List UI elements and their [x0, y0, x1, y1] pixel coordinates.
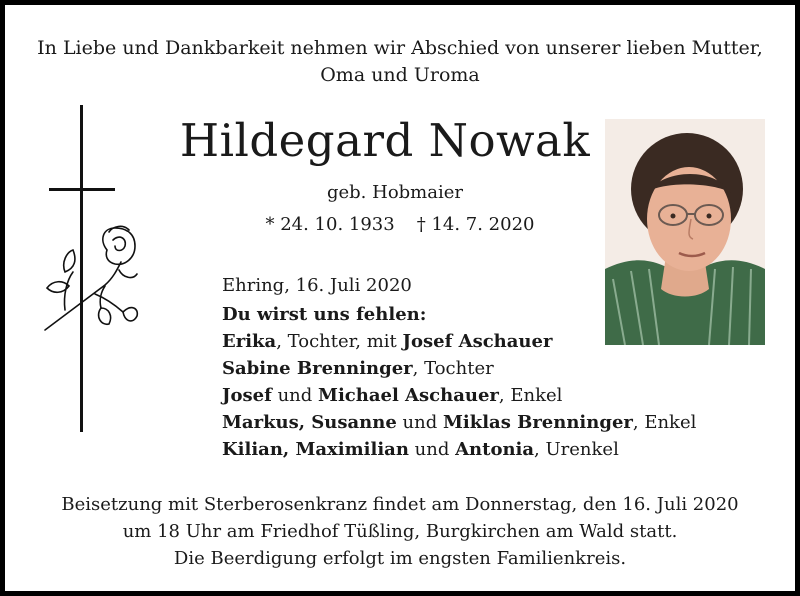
- mourner-conjunction: und: [271, 385, 319, 406]
- mourner-line: [222, 436, 696, 463]
- birth-name: geb. Hobmaier: [326, 182, 463, 203]
- funeral-announcement: [5, 491, 795, 572]
- mourner-name: Markus, Susanne: [222, 412, 397, 433]
- mourner-relation: , Enkel: [498, 385, 563, 406]
- mourners-heading: [222, 301, 696, 328]
- mourner-line: [222, 328, 696, 355]
- mourner-line: [222, 409, 696, 436]
- intro-line-2: Oma und Uroma: [320, 64, 480, 86]
- mourner-relation: , Tochter, mit: [276, 331, 403, 352]
- mourner-name: Josef: [222, 385, 272, 406]
- mourners-list: [222, 301, 696, 463]
- intro-text: [5, 35, 795, 89]
- deceased-name: Hildegard Nowak: [179, 114, 591, 167]
- mourner-name: Antonia: [455, 439, 535, 460]
- closing-line-1: Beisetzung mit Sterberosenkranz findet am Donnerstag, den 16. Juli 2020: [61, 494, 739, 515]
- mourner-relation: , Urenkel: [534, 439, 619, 460]
- intro-line-1: In Liebe und Dankbarkeit nehmen wir Abschied von unserer lieben Mutter,: [37, 37, 763, 59]
- mourner-name: Josef Aschauer: [402, 331, 553, 352]
- death-date: † 14. 7. 2020: [416, 214, 535, 235]
- mourners-heading-text: Du wirst uns fehlen:: [222, 304, 427, 325]
- mourner-name: Erika: [222, 331, 277, 352]
- mourner-conjunction: und: [408, 439, 456, 460]
- birth-date: * 24. 10. 1933: [265, 214, 395, 235]
- mourner-name: Sabine Brenninger: [222, 358, 413, 379]
- mourner-conjunction: und: [396, 412, 443, 433]
- closing-line-2: um 18 Uhr am Friedhof Tüßling, Burgkirchen am Wald statt.: [122, 521, 678, 542]
- place-and-date: Ehring, 16. Juli 2020: [222, 275, 412, 296]
- mourner-relation: , Enkel: [632, 412, 697, 433]
- life-dates: [255, 212, 545, 238]
- mourner-name: Michael Aschauer: [318, 385, 499, 406]
- cross-with-rose-icon: [35, 100, 145, 435]
- mourner-name: Miklas Brenninger: [442, 412, 633, 433]
- mourner-line: [222, 382, 696, 409]
- mourner-line: [222, 355, 696, 382]
- closing-line-3: Die Beerdigung erfolgt im engsten Familienkreis.: [173, 548, 627, 569]
- mourner-name: Kilian, Maximilian: [222, 439, 409, 460]
- mourner-relation: , Tochter: [412, 358, 494, 379]
